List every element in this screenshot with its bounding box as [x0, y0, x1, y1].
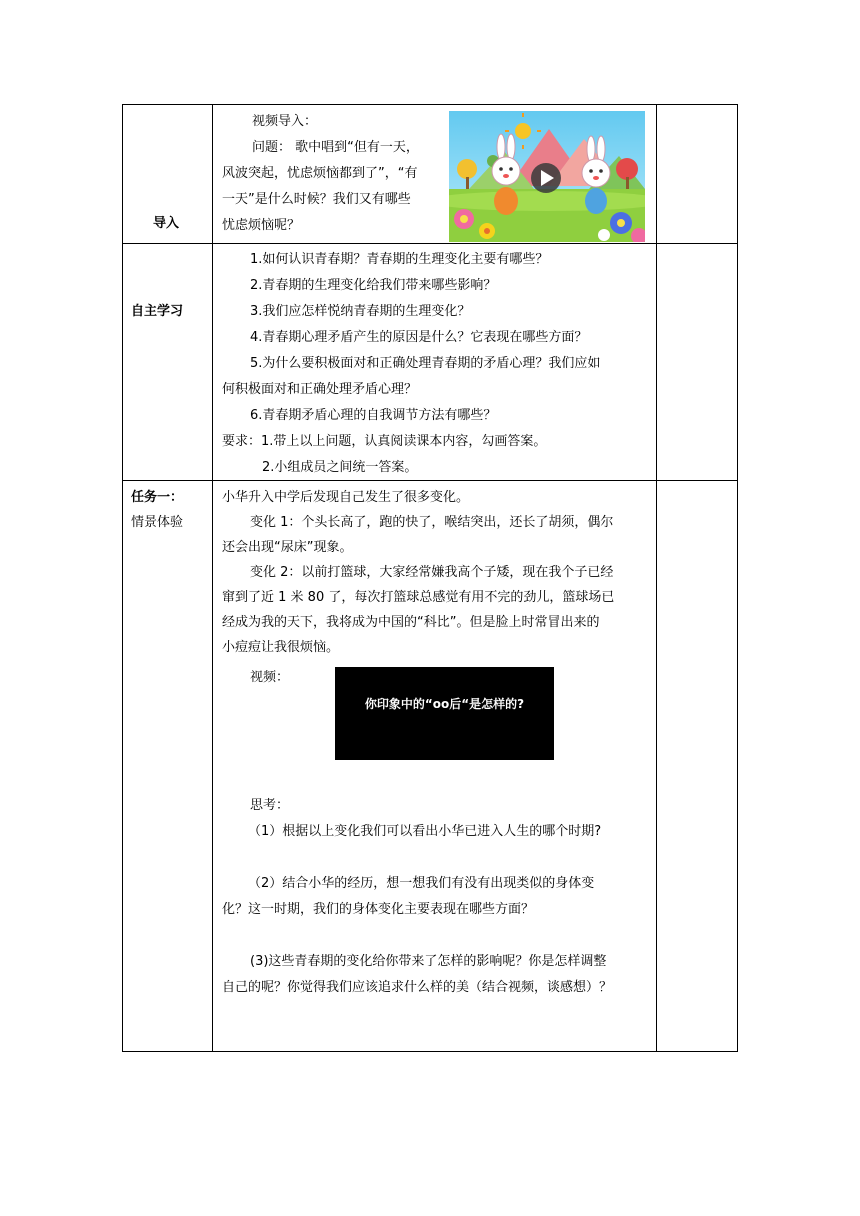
video-caption: 你印象中的“oo后“是怎样的? [364, 697, 525, 711]
table-border-left [122, 104, 123, 1052]
self-study-q5-cont: 何积极面对和正确处理矛盾心理？ [222, 382, 418, 397]
task1-change2-line3: 经成为我的天下，我将成为中国的“科比”。但是脸上时常冒出来的 [222, 615, 600, 630]
task1-change1-line2: 还会出现“尿床”现象。 [222, 540, 353, 555]
task1-video-label: 视频： [250, 670, 290, 685]
table-row-divider-1 [122, 243, 738, 244]
task1-question-2-line1: （2）结合小华的经历，想一想我们有没有出现类似的身体变 [248, 876, 595, 891]
self-study-q5: 5.为什么要积极面对和正确处理青春期的矛盾心理？我们应如 [250, 356, 601, 371]
cartoon-rabbits-video-thumbnail[interactable] [449, 111, 645, 242]
self-study-requirement-2: 2.小组成员之间统一答案。 [262, 460, 418, 475]
intro-line-5: 忧虑烦恼呢？ [222, 218, 301, 233]
table-row-divider-2 [122, 480, 738, 481]
table-col-divider-2 [656, 104, 657, 1052]
row-sublabel-task1: 情景体验 [131, 515, 184, 530]
table-border-top [122, 104, 738, 105]
task1-question-2-line2: 化？这一时期，我们的身体变化主要表现在哪些方面？ [222, 902, 535, 917]
task1-question-3-line1: (3)这些青春期的变化给你带来了怎样的影响呢？你是怎样调整 [250, 954, 607, 969]
cartoon-scene-icon [449, 111, 645, 242]
self-study-q1: 1.如何认识青春期？青春期的生理变化主要有哪些？ [250, 252, 549, 267]
task1-think-label: 思考： [250, 798, 290, 813]
table-col-divider-1 [212, 104, 213, 1052]
table-border-bottom [122, 1051, 738, 1052]
intro-line-2: 问题： 歌中唱到“但有一天， [252, 140, 419, 155]
task1-intro: 小华升入中学后发现自己发生了很多变化。 [222, 490, 470, 505]
intro-line-3: 风波突起，忧虑烦恼都到了”，“有 [222, 166, 418, 181]
table-border-right [737, 104, 738, 1052]
task1-question-1: （1）根据以上变化我们可以看出小华已进入人生的哪个时期? [248, 824, 602, 839]
self-study-q3: 3.我们应怎样悦纳青春期的生理变化？ [250, 304, 471, 319]
task1-change2-line2: 窜到了近 1 米 80 了，每次打篮球总感觉有用不完的劲儿，篮球场已 [222, 590, 615, 605]
self-study-q6: 6.青春期矛盾心理的自我调节方法有哪些？ [250, 408, 497, 423]
row-label-task1: 任务一： [131, 490, 184, 505]
intro-line-1: 视频导入： [252, 114, 318, 129]
task1-change1-line1: 变化 1：个头长高了，跑的快了，喉结突出，还长了胡须，偶尔 [250, 515, 614, 530]
post-00s-video-thumbnail[interactable] [335, 667, 554, 760]
row-label-intro: 导入 [153, 216, 180, 231]
self-study-q4: 4.青春期心理矛盾产生的原因是什么？它表现在哪些方面？ [250, 330, 588, 345]
intro-line-4: 一天”是什么时候？我们又有哪些 [222, 192, 411, 207]
self-study-q2: 2.青春期的生理变化给我们带来哪些影响？ [250, 278, 497, 293]
row-label-self-study: 自主学习 [131, 304, 184, 319]
task1-change2-line1: 变化 2：以前打篮球，大家经常嫌我高个子矮，现在我个子已经 [250, 565, 614, 580]
self-study-requirement-1: 要求：1.带上以上问题，认真阅读课本内容，勾画答案。 [222, 434, 547, 449]
task1-question-3-line2: 自己的呢？你觉得我们应该追求什么样的美（结合视频，谈感想）？ [222, 980, 613, 995]
task1-change2-line4: 小痘痘让我很烦恼。 [222, 640, 340, 655]
